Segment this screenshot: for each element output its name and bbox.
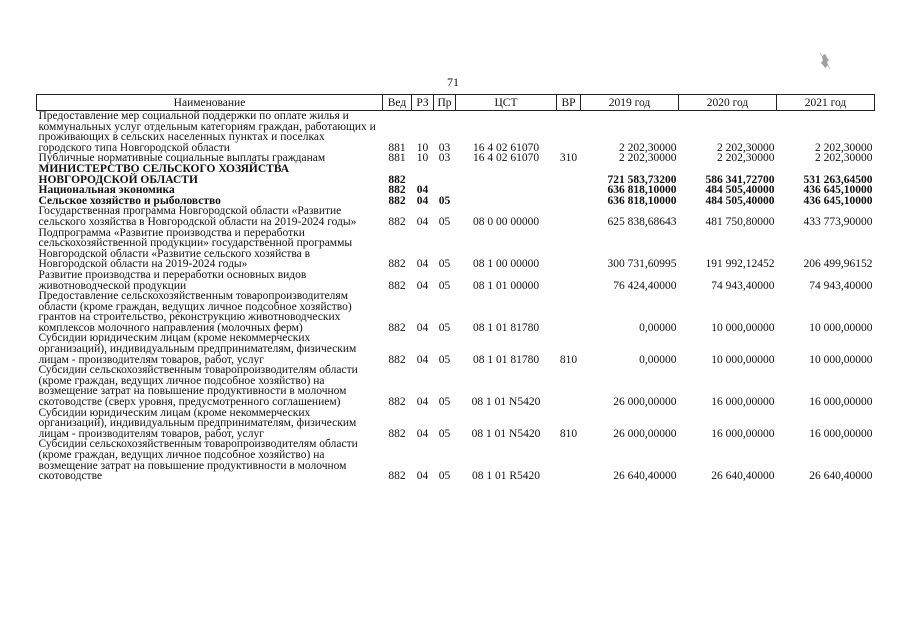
table-header-row xyxy=(37,95,875,111)
table-cell-2021: 436 645,10000 xyxy=(803,194,873,207)
table-cell-2021: 16 000,00000 xyxy=(809,427,873,440)
table-cell-name: Сельское хозяйство и рыболовство xyxy=(38,194,221,207)
header-2020: 2020 год xyxy=(679,95,777,111)
table-cell-pr: 05 xyxy=(438,321,451,334)
budget-table xyxy=(36,94,875,482)
table-cell-2019: 26 000,00000 xyxy=(613,427,677,440)
table-cell-vr: 810 xyxy=(559,427,578,440)
table-cell-vr: 310 xyxy=(559,152,578,165)
table-cell-pr: 05 xyxy=(438,194,451,207)
table-cell-vr xyxy=(557,228,581,270)
table-cell-2020: 16 000,00000 xyxy=(711,396,775,409)
table-cell-name: Предоставление мер социальной поддержки по оплате жилья и коммунальных услуг отдельным категориям граждан, работающих и проживающих в сельских населенных пунктах и поселках городского типа Новгородской области xyxy=(38,110,376,154)
table-cell-ved: 882 xyxy=(388,194,406,207)
table-cell-2019: 0,00000 xyxy=(639,321,677,334)
table-cell-vr xyxy=(557,291,581,333)
table-cell-2020: 2 202,30000 xyxy=(717,141,775,154)
table-cell-2019: 625 838,68643 xyxy=(607,215,677,228)
table-row xyxy=(37,439,875,481)
table-cell-rz: 04 xyxy=(416,194,429,207)
table-cell-2021: 10 000,00000 xyxy=(809,321,873,334)
table-cell-ved: 881 xyxy=(388,152,406,165)
table-cell-2019: 76 424,40000 xyxy=(613,279,677,292)
table-cell-rz: 04 xyxy=(416,427,429,440)
table-cell-2021: 531 263,64500 xyxy=(803,173,873,186)
table-cell-ved: 882 xyxy=(388,279,406,292)
table-cell-vr xyxy=(557,196,581,207)
table-cell-2020: 2 202,30000 xyxy=(717,152,775,165)
header-ved: Вед xyxy=(383,95,412,111)
table-cell-rz: 04 xyxy=(416,321,429,334)
table-cell-name: Национальная экономика xyxy=(38,184,175,197)
table-cell-pr: 05 xyxy=(438,258,451,271)
table-cell-vr xyxy=(557,206,581,227)
table-cell-cst xyxy=(456,185,557,196)
table-row xyxy=(37,333,875,365)
table-cell-ved: 882 xyxy=(388,470,406,483)
table-cell-rz: 04 xyxy=(416,184,429,197)
table-cell-vr xyxy=(557,365,581,407)
table-cell-2019: 636 818,10000 xyxy=(607,194,677,207)
table-row xyxy=(37,291,875,333)
table-cell-rz: 04 xyxy=(416,215,429,228)
table-cell-vr xyxy=(557,439,581,481)
table-cell-ved: 882 xyxy=(388,184,406,197)
table-cell-vr: 810 xyxy=(559,353,578,366)
table-cell-pr: 05 xyxy=(438,427,451,440)
header-name: Наименование xyxy=(37,95,383,111)
header-rz: РЗ xyxy=(412,95,434,111)
table-cell-cst: 08 1 00 00000 xyxy=(472,258,540,271)
table-cell-name: Государственная программа Новгородской области «Развитие сельского хозяйства в Новгородской области на 2019-2024 годы» xyxy=(38,205,357,228)
header-pr: Пр xyxy=(434,95,456,111)
table-cell-ved: 882 xyxy=(388,353,406,366)
table-cell-2021: 74 943,40000 xyxy=(809,279,873,292)
table-cell-2019: 0,00000 xyxy=(639,353,677,366)
table-cell-rz: 10 xyxy=(416,152,429,165)
table-cell-pr: 05 xyxy=(438,215,451,228)
table-cell-ved: 882 xyxy=(388,258,406,271)
table-cell-ved: 882 xyxy=(388,173,406,186)
table-row xyxy=(37,228,875,270)
table-cell-pr: 05 xyxy=(438,470,451,483)
table-cell-2021: 2 202,30000 xyxy=(815,141,873,154)
table-cell-name: Субсидии сельскохозяйственным товаропроизводителям области (кроме граждан, ведущих личное подсобное хозяйство) на возмещение затрат на повышение продуктивности в молочном скотоводстве xyxy=(38,438,358,483)
table-cell-2020: 484 505,40000 xyxy=(705,184,775,197)
table-cell-name: Публичные нормативные социальные выплаты гражданам xyxy=(38,152,326,165)
table-cell-2021: 206 499,96152 xyxy=(803,258,873,271)
table-cell-ved: 882 xyxy=(388,427,406,440)
header-2019: 2019 год xyxy=(581,95,679,111)
table-cell-ved: 882 xyxy=(388,396,406,409)
table-cell-pr: 05 xyxy=(438,353,451,366)
table-cell-rz: 04 xyxy=(416,470,429,483)
table-cell-name: Предоставление сельскохозяйственным товаропроизводителям области (кроме граждан, ведущих личное подсобное хозяйство) грантов на строительство, реконструкцию животноводческих комплексов молочного направления (молочных ферм) xyxy=(38,290,352,334)
table-cell-2021: 433 773,90000 xyxy=(803,215,873,228)
page-number: 71 xyxy=(447,75,459,89)
table-cell-name: Субсидии сельскохозяйственным товаропроизводителям области (кроме граждан, ведущих личное подсобное хозяйство) на возмещение затрат на повышение продуктивности в молочном скотоводстве (сверх уровня, предусмотренного соглашением) xyxy=(38,364,358,409)
table-cell-ved: 882 xyxy=(388,321,406,334)
table-cell-rz: 04 xyxy=(416,353,429,366)
table-cell-name: Развитие производства и переработки основных видов животноводческой продукции xyxy=(38,268,307,292)
table-cell-cst: 08 1 01 N5420 xyxy=(471,396,541,409)
table-cell-2020: 26 640,40000 xyxy=(711,470,775,483)
table-cell-2020: 10 000,00000 xyxy=(711,353,775,366)
table-cell-cst: 08 1 01 N5420 xyxy=(471,427,541,440)
table-row xyxy=(37,111,875,154)
table-cell-rz: 04 xyxy=(416,396,429,409)
table-cell-name: Субсидии юридическим лицам (кроме некоммерческих организаций), индивидуальным предпринимателям, физическим лицам - производителям товаров, работ, услуг xyxy=(38,332,357,366)
table-cell-cst: 08 1 01 81780 xyxy=(472,353,540,366)
table-row xyxy=(37,206,875,227)
table-cell-pr: 05 xyxy=(438,279,451,292)
table-cell-cst: 08 1 01 00000 xyxy=(472,279,540,292)
table-cell-2019: 636 818,10000 xyxy=(607,184,677,197)
table-cell-2019: 26 640,40000 xyxy=(613,470,677,483)
table-cell-name: Субсидии юридическим лицам (кроме некоммерческих организаций), индивидуальным предпринимателям, физическим лицам - производителям товаров, работ, услуг xyxy=(38,406,357,440)
table-cell-2021: 436 645,10000 xyxy=(803,184,873,197)
table-row xyxy=(37,164,875,185)
table-cell-cst: 08 0 00 00000 xyxy=(472,215,540,228)
table-cell-2019: 2 202,30000 xyxy=(619,141,677,154)
ink-mark-icon xyxy=(818,52,832,70)
table-cell-ved: 881 xyxy=(388,141,406,154)
table-row xyxy=(37,270,875,291)
table-cell-pr: 03 xyxy=(438,141,451,154)
table-row xyxy=(37,408,875,440)
table-cell-vr xyxy=(557,164,581,185)
header-cst: ЦСТ xyxy=(456,95,557,111)
table-cell-2021: 26 640,40000 xyxy=(809,470,873,483)
table-cell-2019: 300 731,60995 xyxy=(607,258,677,271)
table-cell-cst: 08 1 01 81780 xyxy=(472,321,540,334)
table-cell-vr xyxy=(557,111,581,154)
table-cell-pr xyxy=(434,164,456,185)
table-cell-pr: 03 xyxy=(438,152,451,165)
table-cell-vr xyxy=(557,270,581,291)
table-cell-pr: 05 xyxy=(438,396,451,409)
table-cell-2020: 16 000,00000 xyxy=(711,427,775,440)
table-cell-2019: 721 583,73200 xyxy=(607,173,677,186)
table-cell-2019: 26 000,00000 xyxy=(613,396,677,409)
table-cell-rz: 04 xyxy=(416,258,429,271)
table-cell-2020: 481 750,80000 xyxy=(705,215,775,228)
table-cell-2020: 484 505,40000 xyxy=(705,194,775,207)
table-cell-cst: 08 1 01 R5420 xyxy=(471,470,541,483)
table-cell-cst xyxy=(456,164,557,185)
table-cell-name: Подпрограмма «Развитие производства и переработки сельскохозяйственной продукции» государственной программы Новгородской области «Развитие сельского хозяйства в Новгородской области на 2019-2024 годы» xyxy=(38,226,353,271)
table-cell-ved: 882 xyxy=(388,215,406,228)
table-cell-2019: 2 202,30000 xyxy=(619,152,677,165)
table-cell-2020: 10 000,00000 xyxy=(711,321,775,334)
table-cell-2021: 16 000,00000 xyxy=(809,396,873,409)
table-cell-2020: 191 992,12452 xyxy=(705,258,775,271)
table-cell-2020: 74 943,40000 xyxy=(711,279,775,292)
table-cell-2021: 10 000,00000 xyxy=(809,353,873,366)
table-cell-2020: 586 341,72700 xyxy=(705,173,775,186)
table-row xyxy=(37,365,875,407)
table-cell-rz: 10 xyxy=(416,141,429,154)
table-cell-rz: 04 xyxy=(416,279,429,292)
table-cell-vr xyxy=(557,185,581,196)
table-cell-rz xyxy=(412,164,434,185)
table-cell-cst xyxy=(456,196,557,207)
header-2021: 2021 год xyxy=(777,95,875,111)
table-cell-cst: 16 4 02 61070 xyxy=(472,152,540,165)
header-vr: ВР xyxy=(557,95,581,111)
table-cell-cst: 16 4 02 61070 xyxy=(472,141,540,154)
table-cell-name: МИНИСТЕРСТВО СЕЛЬСКОГО ХОЗЯЙСТВА НОВГОРОДСКОЙ ОБЛАСТИ xyxy=(38,162,290,186)
table-cell-2021: 2 202,30000 xyxy=(815,152,873,165)
